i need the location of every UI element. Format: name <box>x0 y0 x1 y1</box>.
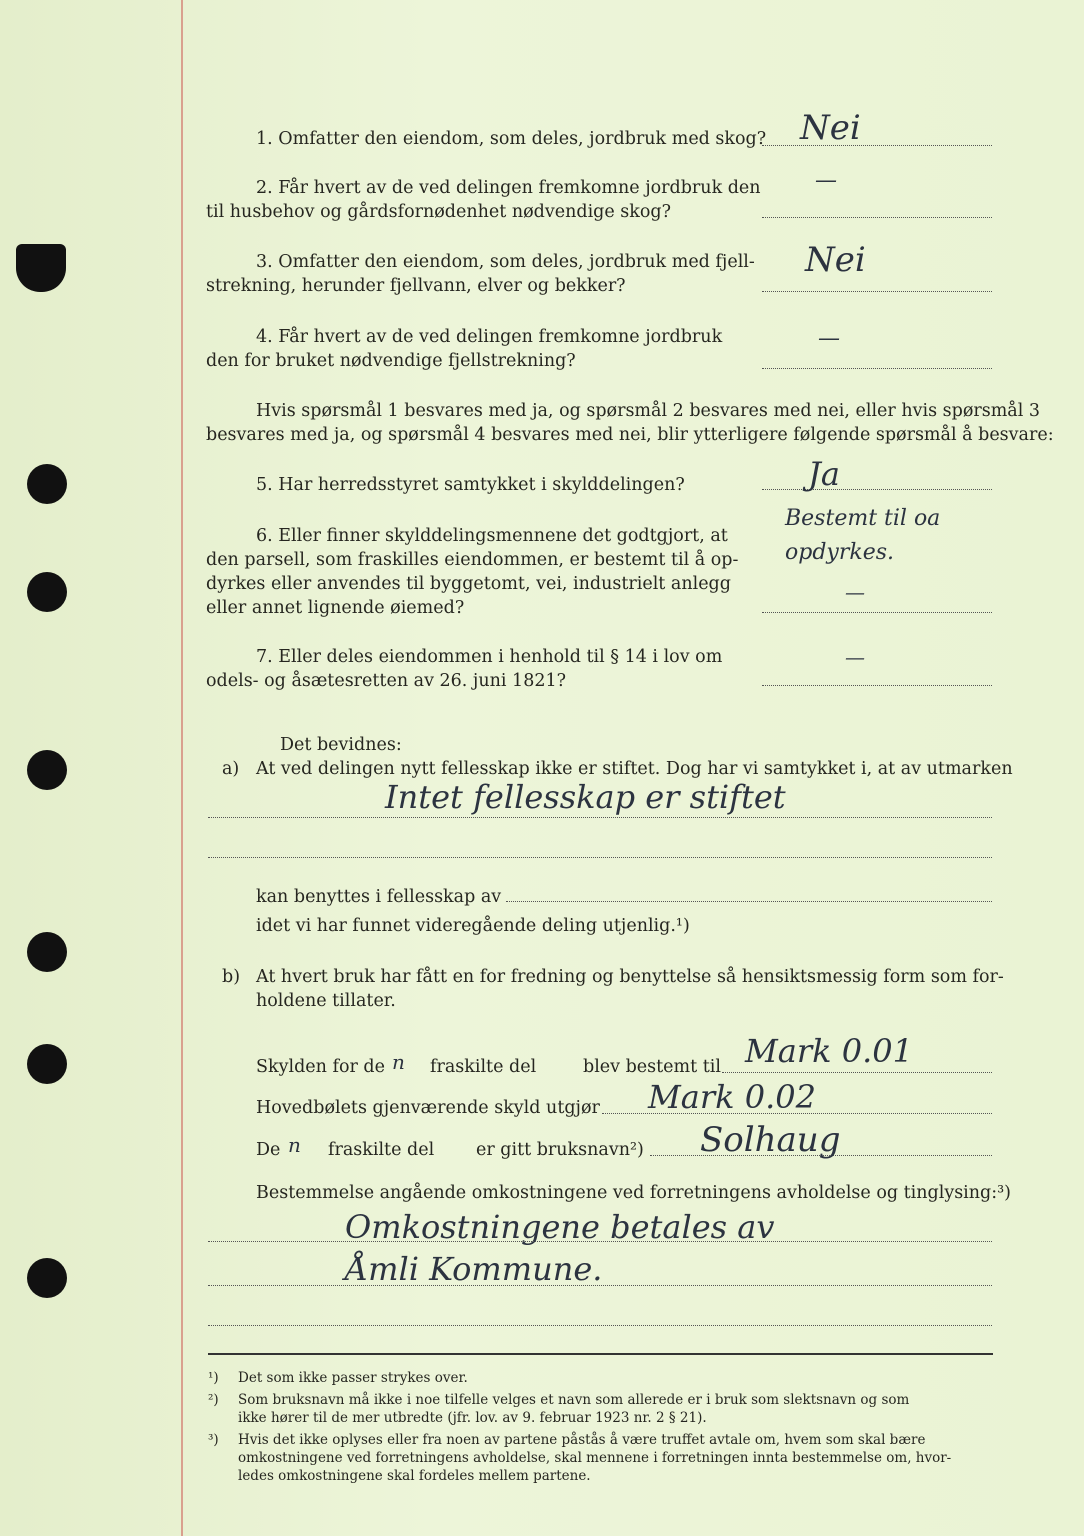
footnote-separator <box>208 1353 993 1355</box>
question-3-answer: Nei <box>805 240 866 280</box>
item-a-label: a) <box>222 759 240 779</box>
bruksnavn-label-b: fraskilte del <box>328 1140 435 1160</box>
question-3-line2: strekning, herunder fjellvann, elver og bekker? <box>206 276 626 296</box>
fill-line <box>208 1285 992 1286</box>
hovedbol-label: Hovedbølets gjenværende skyld utgjør <box>256 1098 600 1118</box>
skyld-label-b: fraskilte del <box>430 1057 537 1077</box>
question-6-line2: den parsell, som fraskilles eiendommen, er bestemt til å op- <box>206 550 739 570</box>
answer-line <box>762 368 992 369</box>
fill-line <box>208 1241 992 1242</box>
question-3-line1: 3. Omfatter den eiendom, som deles, jordbruk med fjell- <box>256 252 755 272</box>
footnote-3-mark: ³) <box>208 1432 219 1448</box>
skyld-label-a: Skylden for de <box>256 1057 385 1077</box>
question-2-answer: — <box>815 168 837 193</box>
skyld-handwritten-n: n <box>392 1050 405 1074</box>
question-4-line2: den for bruket nødvendige fjellstrekning? <box>206 351 576 371</box>
answer-line <box>762 612 992 613</box>
item-a-line1: At ved delingen nytt fellesskap ikke er stiftet. Dog har vi samtykket i, at av utmarken <box>256 759 1013 779</box>
fill-line <box>506 901 992 902</box>
hovedbol-value: Mark 0.02 <box>648 1078 816 1116</box>
item-b-label: b) <box>222 967 241 987</box>
footnote-1: Det som ikke passer strykes over. <box>238 1370 468 1386</box>
bruksnavn-value: Solhaug <box>700 1120 841 1160</box>
question-7-answer: — <box>845 645 865 669</box>
answer-line <box>762 685 992 686</box>
item-a-line3: idet vi har funnet videregående deling utjenlig.¹) <box>256 916 690 936</box>
fill-line <box>722 1072 992 1073</box>
footnote-2-mark: ²) <box>208 1392 219 1408</box>
bruksnavn-label-a: De <box>256 1140 281 1160</box>
footnote-3-line2: omkostningene ved forretningens avholdelse, skal mennene i forretningen innta bestemmelse om, hvor- <box>238 1450 952 1466</box>
bruksnavn-label-c: er gitt bruksnavn²) <box>476 1140 644 1160</box>
item-b-line2: holdene tillater. <box>256 991 396 1011</box>
question-1-text: 1. Omfatter den eiendom, som deles, jordbruk med skog? <box>256 129 767 149</box>
skyld-value: Mark 0.01 <box>745 1032 913 1070</box>
binder-hole <box>27 1258 67 1298</box>
answer-line <box>762 217 992 218</box>
item-b-line1: At hvert bruk har fått en for fredning og benyttelse så hensiktsmessig form som for- <box>256 967 1004 987</box>
question-5-answer: Ja <box>808 455 840 493</box>
binder-hole <box>27 464 67 504</box>
answer-line <box>762 291 992 292</box>
footnote-2-line1: Som bruksnavn må ikke i noe tilfelle velges et navn som allerede er i bruk som slektsnavn og som <box>238 1392 910 1408</box>
conditional-intro-line2: besvares med ja, og spørsmål 4 besvares med nei, blir ytterligere følgende spørsmål å besvare: <box>206 425 1054 445</box>
skyld-label-c: blev bestemt til <box>583 1057 721 1077</box>
question-1-answer: Nei <box>800 108 861 148</box>
costs-handwritten-line2: Åmli Kommune. <box>345 1250 603 1288</box>
fill-line <box>208 817 992 818</box>
costs-handwritten-line1: Omkostningene betales av <box>345 1208 775 1246</box>
item-a-handwritten: Intet fellesskap er stiftet <box>385 778 786 816</box>
question-2-line2: til husbehov og gårdsfornødenhet nødvendige skog? <box>206 202 671 222</box>
binder-hole <box>27 750 67 790</box>
margin-rule <box>181 0 183 1536</box>
question-6-line1: 6. Eller finner skylddelingsmennene det godtgjort, at <box>256 526 728 546</box>
footnote-3-line1: Hvis det ikke oplyses eller fra noen av partene påstås å være truffet avtale om, hvem som skal bære <box>238 1432 926 1448</box>
binder-hole-top <box>16 244 66 292</box>
question-6-answer-line1: Bestemt til oa <box>785 506 941 531</box>
answer-line <box>762 489 992 490</box>
binder-hole <box>27 1044 67 1084</box>
conditional-intro-line1: Hvis spørsmål 1 besvares med ja, og spørsmål 2 besvares med nei, eller hvis spørsmål 3 <box>256 401 1041 421</box>
costs-label: Bestemmelse angående omkostningene ved forretningens avholdelse og tinglysing:³) <box>256 1183 1011 1203</box>
question-7-line1: 7. Eller deles eiendommen i henhold til § 14 i lov om <box>256 647 723 667</box>
fill-line <box>208 857 992 858</box>
question-6-answer-line2: opdyrkes. <box>785 540 894 565</box>
bevidnes-heading: Det bevidnes: <box>280 735 402 755</box>
footnote-2-line2: ikke hører til de mer utbredte (jfr. lov. av 9. februar 1923 nr. 2 § 21). <box>238 1410 707 1426</box>
answer-line <box>762 145 992 146</box>
footnote-1-mark: ¹) <box>208 1370 219 1386</box>
question-6-line4: eller annet lignende øiemed? <box>206 598 465 618</box>
question-7-line2: odels- og åsætesretten av 26. juni 1821? <box>206 671 566 691</box>
fill-line <box>208 1325 992 1326</box>
question-4-answer: — <box>818 326 840 351</box>
question-6-line3: dyrkes eller anvendes til byggetomt, vei, industrielt anlegg <box>206 574 731 594</box>
question-2-line1: 2. Får hvert av de ved delingen fremkomne jordbruk den <box>256 178 761 198</box>
question-6-answer-dash: — <box>845 580 865 604</box>
question-5-text: 5. Har herredsstyret samtykket i skylddelingen? <box>256 475 685 495</box>
footnote-3-line3: ledes omkostningene skal fordeles mellem partene. <box>238 1468 591 1484</box>
bruksnavn-handwritten-n: n <box>288 1133 301 1157</box>
question-4-line1: 4. Får hvert av de ved delingen fremkomne jordbruk <box>256 327 723 347</box>
binder-hole <box>27 932 67 972</box>
binder-hole <box>27 572 67 612</box>
item-a-line2: kan benyttes i fellesskap av <box>256 887 502 907</box>
